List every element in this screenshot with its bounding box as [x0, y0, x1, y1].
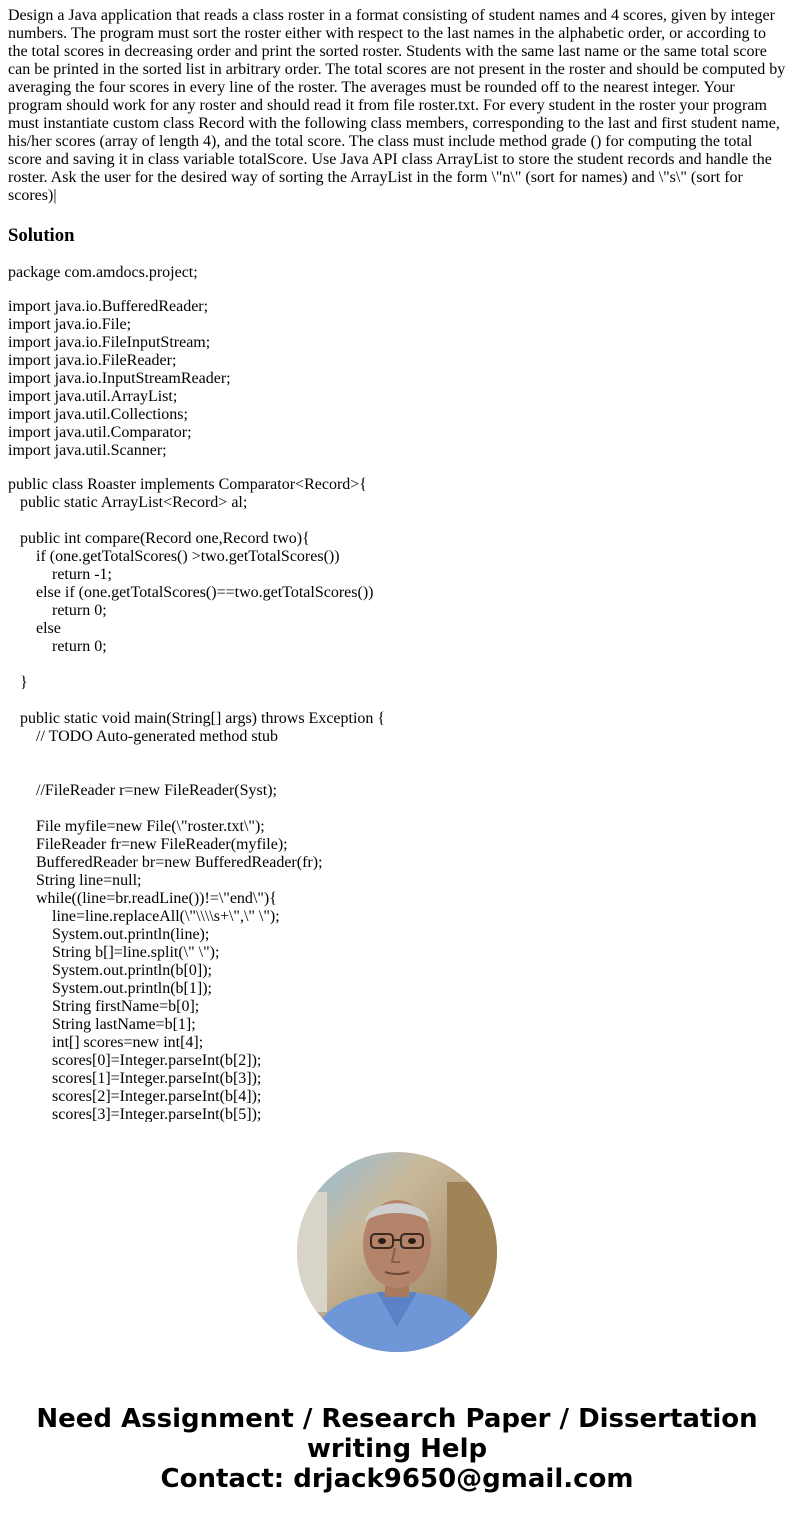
- promo-banner: [0, 1404, 794, 1494]
- code-line: else: [8, 620, 61, 637]
- code-line: BufferedReader br=new BufferedReader(fr);: [8, 854, 323, 871]
- solution-heading: Solution: [8, 225, 75, 246]
- code-line: //FileReader r=new FileReader(Syst);: [8, 782, 277, 799]
- code-line: import java.util.Scanner;: [8, 442, 167, 459]
- code-line: FileReader fr=new FileReader(myfile);: [8, 836, 288, 853]
- code-block-package: [8, 264, 788, 282]
- code-line: import java.io.FileReader;: [8, 352, 177, 369]
- code-line: // TODO Auto-generated method stub: [8, 728, 279, 745]
- code-line: public class Roaster implements Comparator<Record>{: [8, 476, 367, 493]
- code-line: public static void main(String[] args) throws Exception {: [8, 710, 386, 727]
- code-line: [8, 656, 788, 674]
- code-line: String firstName=b[0];: [8, 998, 200, 1015]
- code-line: File myfile=new File(\"roster.txt\");: [8, 818, 265, 835]
- code-line: import java.util.ArrayList;: [8, 388, 178, 405]
- question-text: Design a Java application that reads a class roster in a format consisting of student names and 4 scores, given by integer numbers. The program must sort the roster either with respect to the last names in the alphabetic order, or according to the total scores in decreasing order and print the sorted roster. Students with the same last name or the same total score can be printed in the sorted list in arbitrary order. The total scores are not present in the roster and should be computed by averaging the four scores in every line of the roster. The averages must be rounded off to the nearest integer. Your program should work for any roster and should read it from file roster.txt. For every student in the roster your program must instantiate custom class Record with the following class members, corresponding to the last and first student name, his/her scores (array of length 4), and the total score. The class must include method grade () for computing the total score and saving it in class variable totalScore. Use Java API class ArrayList to store the student records and handle the roster. Ask the user for the desired way of sorting the ArrayList in the form \"n\" (sort for names) and \"s\" (sort for scores)|: [8, 7, 786, 204]
- code-line: import java.io.File;: [8, 316, 132, 333]
- code-line: System.out.println(line);: [8, 926, 210, 943]
- author-avatar: [297, 1152, 497, 1352]
- code-line: scores[3]=Integer.parseInt(b[5]);: [8, 1106, 262, 1122]
- code-line: [8, 800, 788, 818]
- code-listing: [8, 264, 788, 1122]
- code-line: import java.io.InputStreamReader;: [8, 370, 231, 387]
- code-line: public int compare(Record one,Record two){: [8, 530, 310, 547]
- code-line: int[] scores=new int[4];: [8, 1034, 204, 1051]
- code-line: }: [8, 674, 28, 691]
- code-block-imports: [8, 298, 788, 460]
- code-line: if (one.getTotalScores() >two.getTotalScores()): [8, 548, 340, 565]
- code-line: package com.amdocs.project;: [8, 264, 198, 281]
- promo-line-1: Need Assignment / Research Paper / Dissertation: [36, 1404, 758, 1434]
- author-photo-illustration: [297, 1152, 497, 1352]
- code-line: else if (one.getTotalScores()==two.getTotalScores()): [8, 584, 374, 601]
- code-line: import java.io.FileInputStream;: [8, 334, 211, 351]
- code-line: return 0;: [8, 638, 107, 655]
- code-line: import java.io.BufferedReader;: [8, 298, 209, 315]
- code-line: return 0;: [8, 602, 107, 619]
- code-line: [8, 746, 788, 764]
- code-line: [8, 512, 788, 530]
- code-line: public static ArrayList<Record> al;: [8, 494, 248, 511]
- code-line: [8, 764, 788, 782]
- code-line: String b[]=line.split(\" \");: [8, 944, 220, 961]
- code-line: scores[0]=Integer.parseInt(b[2]);: [8, 1052, 262, 1069]
- code-line: import java.util.Collections;: [8, 406, 188, 423]
- code-block-class: [8, 476, 788, 1122]
- code-line: [8, 692, 788, 710]
- code-line: import java.util.Comparator;: [8, 424, 192, 441]
- code-line: String line=null;: [8, 872, 142, 889]
- promo-contact: Contact: drjack9650@gmail.com: [160, 1464, 634, 1494]
- code-line: scores[1]=Integer.parseInt(b[3]);: [8, 1070, 262, 1087]
- code-line: return -1;: [8, 566, 112, 583]
- code-line: while((line=br.readLine())!=\"end\"){: [8, 890, 277, 907]
- code-line: scores[2]=Integer.parseInt(b[4]);: [8, 1088, 262, 1105]
- code-line: System.out.println(b[0]);: [8, 962, 212, 979]
- code-line: System.out.println(b[1]);: [8, 980, 212, 997]
- promo-line-2: writing Help: [306, 1434, 488, 1464]
- code-line: String lastName=b[1];: [8, 1016, 196, 1033]
- code-line: line=line.replaceAll(\"\\\\s+\",\" \");: [8, 908, 280, 925]
